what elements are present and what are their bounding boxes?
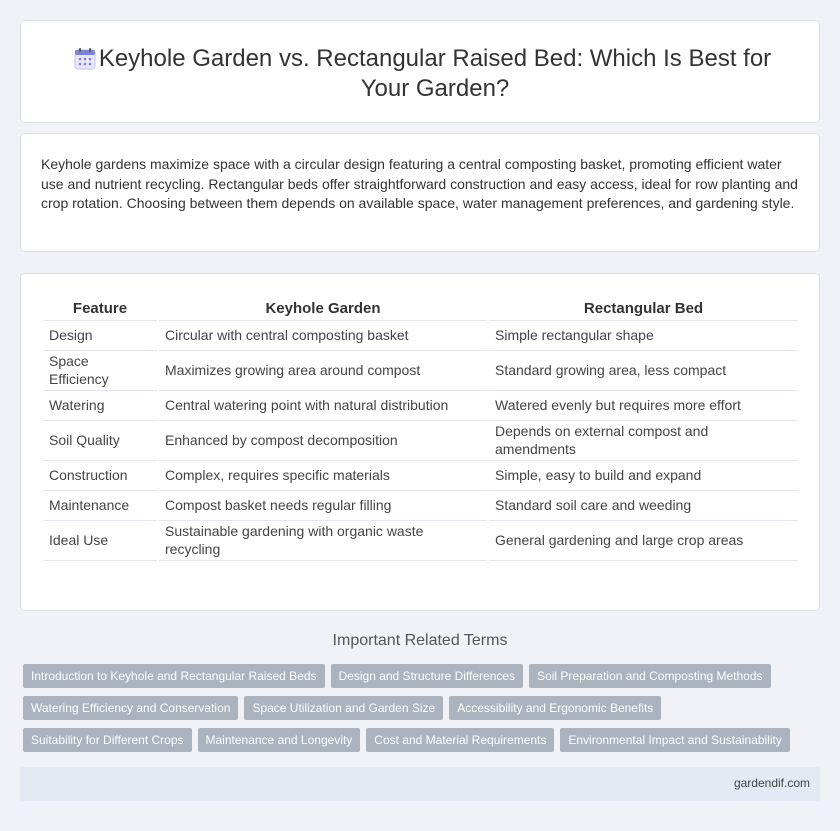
header-card bbox=[20, 20, 820, 123]
keyhole-cell: Central watering point with natural distribution bbox=[158, 390, 488, 420]
tag-soil-composting[interactable]: Soil Preparation and Composting Methods bbox=[529, 664, 770, 688]
related-terms-title: Important Related Terms bbox=[332, 632, 508, 649]
table-row bbox=[43, 390, 798, 420]
footer bbox=[20, 767, 820, 801]
intro-card bbox=[20, 133, 820, 252]
keyhole-cell: Enhanced by compost decomposition bbox=[158, 420, 488, 460]
header-keyhole: Keyhole Garden bbox=[158, 298, 488, 320]
tag-accessibility[interactable]: Accessibility and Ergonomic Benefits bbox=[449, 696, 661, 720]
keyhole-cell: Sustainable gardening with organic waste recycling bbox=[158, 520, 488, 560]
keyhole-cell: Circular with central composting basket bbox=[158, 320, 488, 350]
tag-space-utilization[interactable]: Space Utilization and Garden Size bbox=[244, 696, 443, 720]
tag-cost-materials[interactable]: Cost and Material Requirements bbox=[366, 728, 554, 752]
feature-cell: Maintenance bbox=[43, 490, 158, 520]
header-feature: Feature bbox=[43, 298, 158, 320]
table-row bbox=[43, 460, 798, 490]
rectangular-cell: General gardening and large crop areas bbox=[488, 520, 798, 560]
table-row bbox=[43, 350, 798, 390]
rectangular-cell: Depends on external compost and amendments bbox=[488, 420, 798, 460]
keyhole-cell: Complex, requires specific materials bbox=[158, 460, 488, 490]
feature-cell: Construction bbox=[43, 460, 158, 490]
feature-cell: Watering bbox=[43, 390, 158, 420]
keyhole-cell: Compost basket needs regular filling bbox=[158, 490, 488, 520]
feature-cell: Space Efficiency bbox=[43, 350, 158, 390]
rectangular-cell: Watered evenly but requires more effort bbox=[488, 390, 798, 420]
comparison-table bbox=[43, 298, 798, 561]
intro-text: Keyhole gardens maximize space with a circular design featuring a central composting basket, promoting efficient water use and nutrient recycling. Rectangular beds offer straightforward construction and easy access, ideal for row planting and crop rotation. Choosing between them depends on available space, water management preferences, and gardening style. bbox=[41, 156, 798, 211]
site-link[interactable]: gardendif.com bbox=[733, 776, 810, 790]
feature-cell: Ideal Use bbox=[43, 520, 158, 560]
table-header-row bbox=[43, 298, 798, 320]
page-title: Keyhole Garden vs. Rectangular Raised Bed: Which Is Best for Your Garden? bbox=[98, 45, 772, 102]
related-terms-tags bbox=[23, 664, 813, 760]
tag-intro-keyhole-rectangular[interactable]: Introduction to Keyhole and Rectangular Raised Beds bbox=[23, 664, 325, 688]
rectangular-cell: Standard soil care and weeding bbox=[488, 490, 798, 520]
tag-watering-efficiency[interactable]: Watering Efficiency and Conservation bbox=[23, 696, 238, 720]
tag-crop-suitability[interactable]: Suitability for Different Crops bbox=[23, 728, 192, 752]
rectangular-cell: Standard growing area, less compact bbox=[488, 350, 798, 390]
table-row bbox=[43, 520, 798, 560]
table-row bbox=[43, 320, 798, 350]
feature-cell: Soil Quality bbox=[43, 420, 158, 460]
tag-design-structure[interactable]: Design and Structure Differences bbox=[331, 664, 524, 688]
tag-maintenance-longevity[interactable]: Maintenance and Longevity bbox=[198, 728, 361, 752]
comparison-card bbox=[20, 273, 820, 611]
feature-cell: Design bbox=[43, 320, 158, 350]
rectangular-cell: Simple rectangular shape bbox=[488, 320, 798, 350]
rectangular-cell: Simple, easy to build and expand bbox=[488, 460, 798, 490]
keyhole-cell: Maximizes growing area around compost bbox=[158, 350, 488, 390]
table-row bbox=[43, 490, 798, 520]
table-row bbox=[43, 420, 798, 460]
header-rectangular: Rectangular Bed bbox=[488, 298, 798, 320]
tag-environmental-impact[interactable]: Environmental Impact and Sustainability bbox=[560, 728, 789, 752]
